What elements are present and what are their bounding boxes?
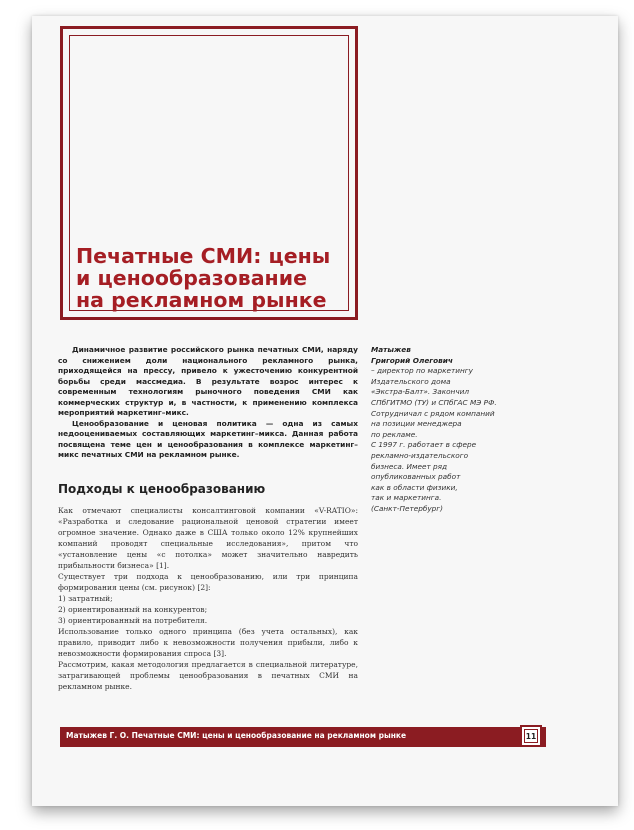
page-number-box — [520, 725, 542, 747]
body-paragraph: Существует три подхода к ценообразованию, или три принципа формирования цены (см. рисунок) [2]: — [58, 572, 358, 592]
lead-paragraph: Динамичное развитие российского рынка печатных СМИ, наряду со снижением доли национального рекламного рынка, приходящейся на прессу, привело к ужесточению конкурентной борьбы среди массмедиа. В результате возрос интерес к современным технологиям рыночного поведения СМИ как коммерческих структур и, в частности, к применению комплекса мероприятий маркетинг–микс. — [58, 345, 358, 417]
article-title — [76, 245, 356, 311]
title-line-1: Печатные СМИ: цены — [76, 244, 331, 268]
section-heading: Подходы к ценообразованию — [58, 482, 266, 496]
body-paragraph: Как отмечают специалисты консалтинговой компании «V-RATIO»: «Разработка и следование рациональной ценовой стратегии имеет огромное значение. Однако даже в США только около 12% крупнейших компаний проводят специальные исследования», притом что «установление цены «с потолка» может значительно навредить прибыльности бизнеса» [1]. — [58, 506, 358, 570]
body-list-item: 1) затратный; — [58, 594, 113, 603]
footer-bar — [60, 727, 546, 747]
body-paragraph: Использование только одного принципа (без учета остальных), как правило, приводит либо к невозможности получения прибыли, либо к невозможности формирования спроса [3]. — [58, 627, 358, 658]
title-line-2: и ценообразование — [76, 266, 307, 290]
body-text — [58, 505, 358, 692]
author-given-names: Григорий Олегович — [371, 355, 453, 365]
lead-abstract — [58, 345, 358, 461]
body-paragraph: Рассмотрим, какая методология предлагается в специальной литературе, затрагивающей проблемы ценообразования в печатных СМИ на рекламном рынке. — [58, 660, 358, 691]
body-list-item: 3) ориентированный на потребителя. — [58, 616, 208, 625]
page-number: 11 — [524, 729, 538, 743]
author-sidebar — [371, 345, 541, 515]
author-bio: – директор по маркетингу Издательского дома «Экстра-Балт». Закончил СПбГИТМО (ТУ) и СПбГАС МЭ РФ. Сотрудничал с рядом компаний на позиции менеджера по рекламе. С 1997 г. работает в сфере рекламно-издательского бизнеса. Имеет ряд опубликованных работ как в области физики, так и маркетинга. (Санкт-Петербург) — [371, 366, 497, 513]
title-line-3: на рекламном рынке — [76, 288, 327, 312]
lead-paragraph: Ценообразование и ценовая политика — одна из самых недооцениваемых составляющих маркетинг–микса. Данная работа посвящена теме цен и ценообразования в комплексе маркетинг–микс печатных СМИ на рекламном рынке. — [58, 418, 358, 459]
body-list-item: 2) ориентированный на конкурентов; — [58, 605, 208, 614]
footer-running-title: Матыжев Г. О. Печатные СМИ: цены и ценообразование на рекламном рынке — [66, 731, 407, 740]
author-surname: Матыжев — [371, 345, 411, 354]
